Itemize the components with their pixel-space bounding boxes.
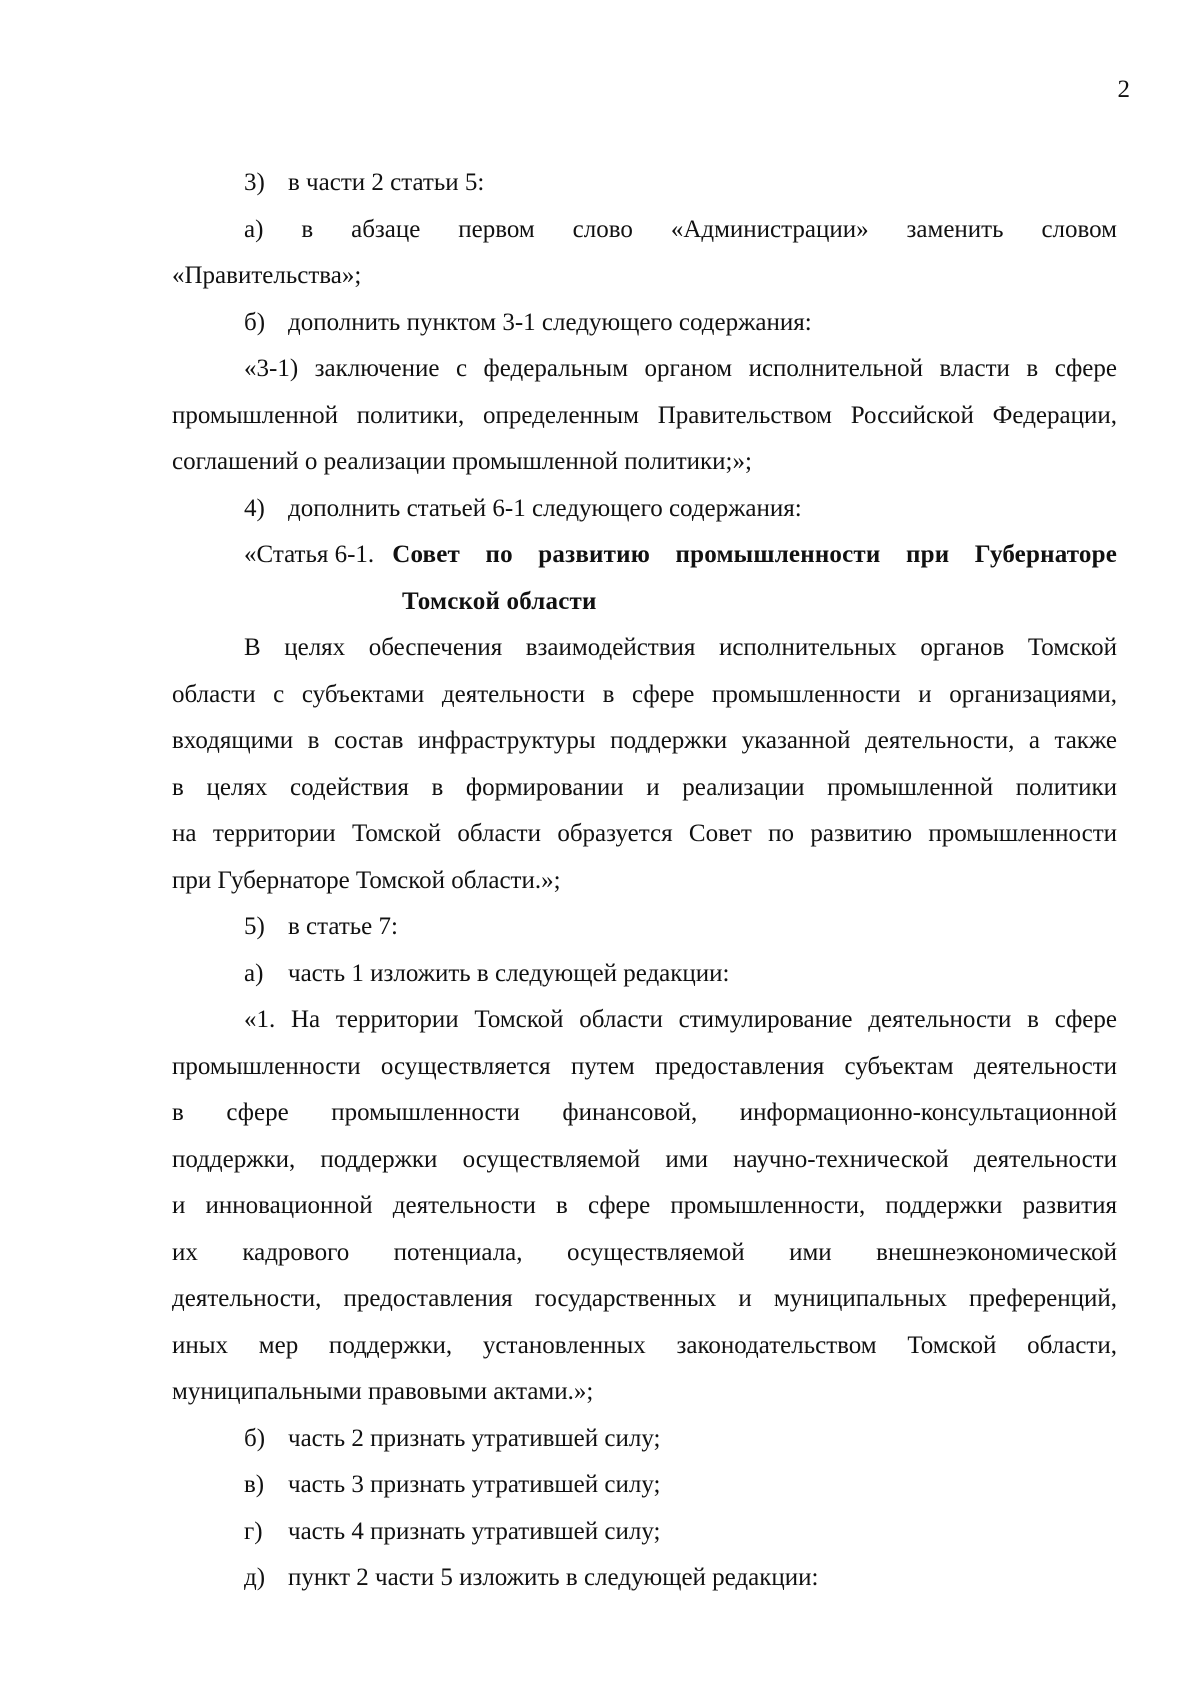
item-number: 5) bbox=[244, 913, 265, 940]
paragraph-line: в целях содействия в формировании и реализации промышленной политики bbox=[172, 773, 1117, 801]
sub-item-text: в абзаце первом слово «Администрации» заменить словом bbox=[301, 215, 1117, 243]
list-item bbox=[172, 160, 1117, 207]
sub-item-number: б) bbox=[244, 308, 266, 336]
sub-item-number: б) bbox=[244, 1424, 266, 1452]
list-item bbox=[172, 486, 1117, 533]
text-line: «Правительства»; bbox=[172, 262, 362, 289]
sub-item-line bbox=[172, 1416, 1117, 1463]
sub-item-text: часть 3 признать утратившей силу; bbox=[288, 1471, 661, 1498]
sub-item-line bbox=[172, 1462, 1117, 1509]
item-text: дополнить статьей 6-1 следующего содержания: bbox=[288, 494, 802, 522]
article-label: «Статья 6-1. bbox=[244, 541, 375, 568]
paragraph-line: области с субъектами деятельности в сфере промышленности и организациями, bbox=[172, 680, 1117, 708]
sub-item-line bbox=[172, 207, 1117, 254]
sub-item-number: г) bbox=[244, 1517, 263, 1545]
article-heading bbox=[172, 532, 1117, 579]
sub-item-number: а) bbox=[244, 215, 264, 243]
quote-line: и инновационной деятельности в сфере промышленности, поддержки развития bbox=[172, 1192, 1117, 1219]
quote-line: промышленной политики, определенным Правительством Российской Федерации, bbox=[172, 401, 1117, 429]
sub-item-text: пункт 2 части 5 изложить в следующей редакции: bbox=[288, 1564, 819, 1591]
quote-line: в сфере промышленности финансовой, информационно-консультационной bbox=[172, 1099, 1117, 1126]
paragraph-line: В целях обеспечения взаимодействия исполнительных органов Томской bbox=[244, 634, 1117, 661]
item-text: в статье 7: bbox=[288, 913, 398, 940]
quote-line: деятельности, предоставления государственных и муниципальных преференций, bbox=[172, 1285, 1117, 1312]
sub-item-number: в) bbox=[244, 1471, 265, 1498]
sub-item-text: часть 2 признать утратившей силу; bbox=[288, 1424, 661, 1452]
sub-item-number: д) bbox=[244, 1564, 266, 1591]
sub-item-text: часть 1 изложить в следующей редакции: bbox=[288, 959, 730, 987]
quote-line: поддержки, поддержки осуществляемой ими научно-технической деятельности bbox=[172, 1145, 1117, 1173]
quote-line: иных мер поддержки, установленных законодательством Томской области, bbox=[172, 1331, 1117, 1359]
quote-line: «1. На территории Томской области стимулирование деятельности в сфере bbox=[244, 1006, 1117, 1033]
sub-item-number: а) bbox=[244, 959, 264, 987]
article-title: Совет по развитию промышленности при Губернаторе bbox=[392, 541, 1117, 568]
sub-item-line bbox=[172, 951, 1117, 998]
quote-line: соглашений о реализации промышленной политики;»; bbox=[172, 448, 752, 475]
sub-item-line bbox=[172, 1509, 1117, 1556]
quote-line: муниципальными правовыми актами.»; bbox=[172, 1378, 594, 1405]
paragraph-line: при Губернаторе Томской области.»; bbox=[172, 866, 561, 894]
item-number: 3) bbox=[244, 169, 265, 196]
item-number: 4) bbox=[244, 494, 265, 522]
sub-item-line bbox=[172, 1555, 1117, 1602]
page-number: 2 bbox=[1117, 76, 1130, 103]
sub-item-text: часть 4 признать утратившей силу; bbox=[288, 1517, 661, 1545]
quote-line: промышленности осуществляется путем предоставления субъектам деятельности bbox=[172, 1052, 1117, 1080]
article-title-continued: Томской области bbox=[402, 587, 597, 615]
sub-item-text: дополнить пунктом 3-1 следующего содержания: bbox=[288, 308, 812, 336]
paragraph-line: на территории Томской области образуется Совет по развитию промышленности bbox=[172, 820, 1117, 847]
paragraph-line: входящими в состав инфраструктуры поддержки указанной деятельности, а также bbox=[172, 727, 1117, 754]
quote-line: их кадрового потенциала, осуществляемой ими внешнеэкономической bbox=[172, 1238, 1117, 1266]
list-item bbox=[172, 904, 1117, 951]
sub-item-line bbox=[172, 300, 1117, 347]
document-body bbox=[172, 160, 1117, 1602]
quote-line: «3-1) заключение с федеральным органом исполнительной власти в сфере bbox=[244, 355, 1117, 382]
item-text: в части 2 статьи 5: bbox=[288, 169, 485, 196]
